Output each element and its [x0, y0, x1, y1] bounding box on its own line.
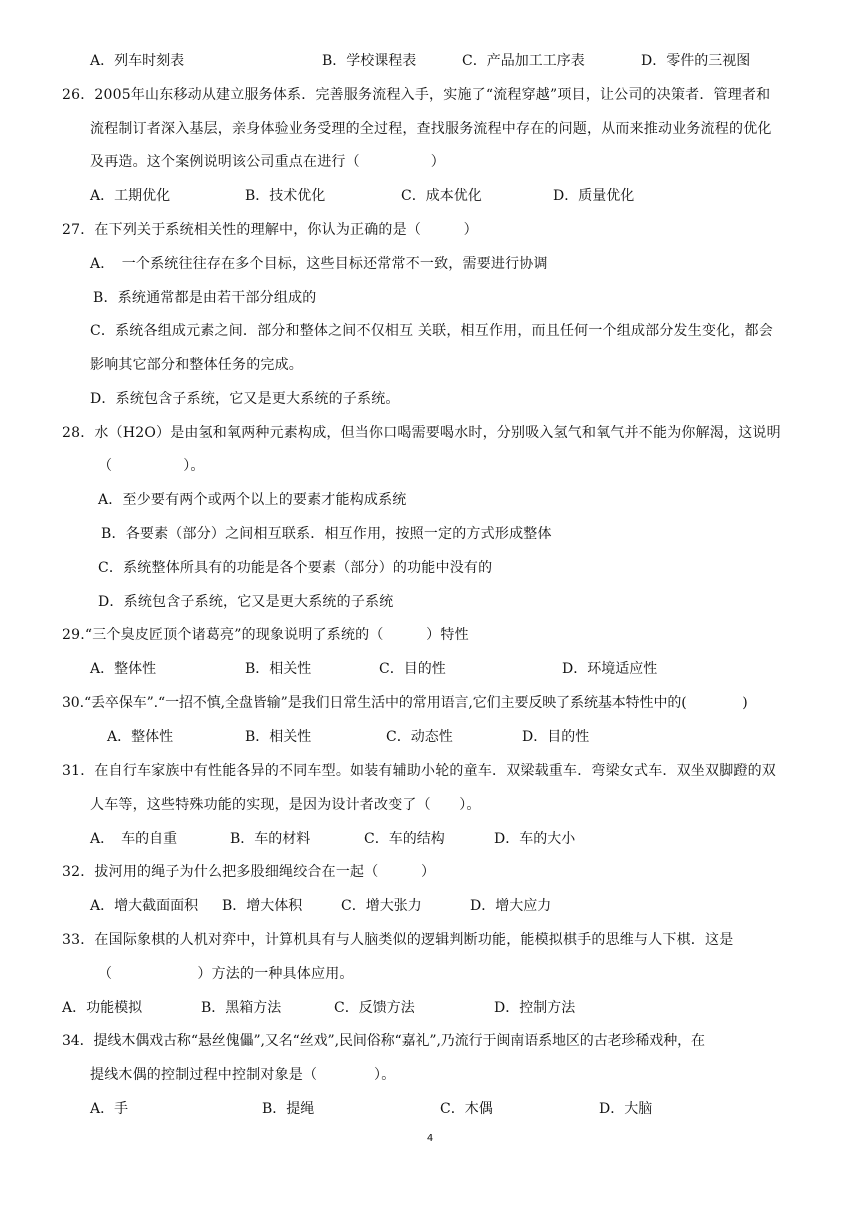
q33-option-d: D．控制方法 — [494, 1000, 576, 1016]
page-number: 4 — [426, 1133, 434, 1144]
q27-option-d: D．系统包含子系统，它又是更大系统的子系统。 — [90, 391, 400, 407]
q27-option-a: A． 一个系统往往存在多个目标，这些目标还常常不一致，需要进行协调 — [90, 256, 548, 272]
q26-option-b: B．技术优化 — [245, 188, 326, 204]
q33-option-c: C．反馈方法 — [334, 1000, 415, 1016]
q33-option-a: A．功能模拟 — [62, 1000, 143, 1016]
q28-option-c: C．系统整体所具有的功能是各个要素（部分）的功能中没有的 — [98, 560, 493, 576]
q32-option-c: C．增大张力 — [341, 898, 422, 914]
q26-option-a: A．工期优化 — [90, 188, 171, 204]
q34-option-a: A．手 — [90, 1101, 129, 1117]
q28-option-b: B．各要素（部分）之间相互联系．相互作用，按照一定的方式形成整体 — [101, 526, 552, 542]
q25-option-d: D．零件的三视图 — [641, 53, 751, 69]
q29-option-a: A．整体性 — [90, 661, 157, 677]
q27-stem: 27．在下列关于系统相关性的理解中，你认为正确的是（ ） — [62, 222, 478, 238]
q31-option-a: A． 车的自重 — [90, 831, 178, 847]
q32-option-a: A．增大截面面积 — [90, 898, 199, 914]
q28-stem-line-2: （ ）。 — [98, 458, 205, 474]
q31-option-c: C．车的结构 — [364, 831, 445, 847]
q32-option-b: B．增大体积 — [222, 898, 303, 914]
q26-stem-line-1: 26．2005年山东移动从建立服务体系．完善服务流程入手，实施了“流程穿越”项目，让公司的决策者．管理者和 — [62, 87, 771, 103]
q26-stem-line-3: 及再造。这个案例说明该公司重点在进行（ ） — [90, 154, 445, 170]
q28-stem-line-1: 28．水（H2O）是由氢和氧两种元素构成，但当你口喝需要喝水时，分别吸入氢气和氧气并不能为你解渴，这说明 — [62, 425, 781, 441]
q33-stem-line-1: 33．在国际象棋的人机对弈中，计算机具有与人脑类似的逻辑判断功能，能模拟棋手的思维与人下棋．这是 — [62, 932, 734, 948]
q30-stem: 30.“丢卒保车”.“一招不慎,全盘皆输”是我们日常生活中的常用语言,它们主要反映了系统基本特性中的( ) — [62, 695, 748, 711]
q27-option-c-continued: 影响其它部分和整体任务的完成。 — [90, 357, 303, 373]
q34-stem-line-1: 34．提线木偶戏古称“悬丝傀儡”,又名“丝戏”,民间俗称“嘉礼”,乃流行于闽南语系地区的古老珍稀戏种，在 — [62, 1033, 705, 1049]
q31-stem-line-1: 31．在自行车家族中有性能各异的不同车型。如装有辅助小轮的童车．双梁载重车．弯梁女式车．双坐双脚蹬的双 — [62, 763, 777, 779]
q32-stem: 32．拔河用的绳子为什么把多股细绳绞合在一起（ ） — [62, 864, 436, 880]
q31-option-b: B．车的材料 — [230, 831, 311, 847]
q28-option-d: D．系统包含子系统，它又是更大系统的子系统 — [98, 594, 394, 610]
q32-option-d: D．增大应力 — [470, 898, 552, 914]
q34-option-b: B．提绳 — [262, 1101, 315, 1117]
q30-option-b: B．相关性 — [245, 729, 312, 745]
q30-option-c: C．动态性 — [386, 729, 453, 745]
q31-option-d: D．车的大小 — [494, 831, 576, 847]
q25-option-a: A．列车时刻表 — [90, 53, 185, 69]
q27-option-c: C．系统各组成元素之间．部分和整体之间不仅相互 关联，相互作用，而且任何一个组成部分发生变化，都会 — [90, 323, 773, 339]
q26-stem-line-2: 流程制订者深入基层，亲身体验业务受理的全过程，查找服务流程中存在的问题，从而来推动业务流程的优化 — [90, 121, 772, 137]
q29-option-d: D．环境适应性 — [562, 661, 658, 677]
q34-option-d: D．大脑 — [599, 1101, 653, 1117]
q31-stem-line-2: 人车等，这些特殊功能的实现，是因为设计者改变了（ ）。 — [90, 797, 481, 813]
q34-option-c: C．木偶 — [440, 1101, 493, 1117]
q33-stem-line-2: （ ）方法的一种具体应用。 — [98, 966, 354, 982]
q27-option-b: B．系统通常都是由若干部分组成的 — [93, 290, 317, 306]
q28-option-a: A．至少要有两个或两个以上的要素才能构成系统 — [98, 492, 407, 508]
q30-option-a: A．整体性 — [107, 729, 174, 745]
q26-option-d: D．质量优化 — [553, 188, 635, 204]
q25-option-c: C．产品加工工序表 — [462, 53, 585, 69]
q26-option-c: C．成本优化 — [401, 188, 482, 204]
q29-stem: 29.“三个臭皮匠顶个诸葛亮”的现象说明了系统的（ ）特性 — [62, 627, 469, 643]
q29-option-b: B．相关性 — [245, 661, 312, 677]
q33-option-b: B．黑箱方法 — [201, 1000, 282, 1016]
q30-option-d: D．目的性 — [522, 729, 590, 745]
q34-stem-line-2: 提线木偶的控制过程中控制对象是（ ）。 — [90, 1067, 396, 1083]
q29-option-c: C．目的性 — [379, 661, 446, 677]
q25-option-b: B．学校课程表 — [322, 53, 417, 69]
